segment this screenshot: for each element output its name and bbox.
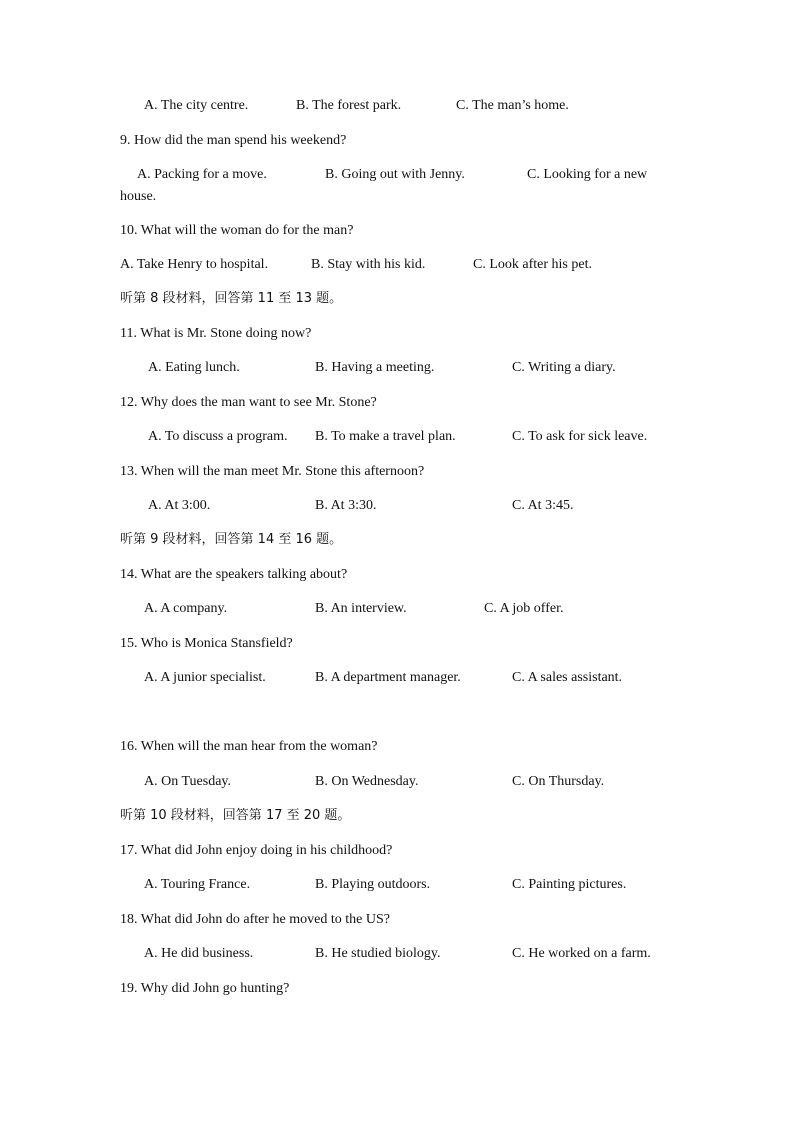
section-8-heading: 听第 8 段材料，回答第 11 至 13 题。	[120, 291, 343, 306]
q8-option-c: C. The man’s home.	[456, 98, 569, 113]
q11-question: 11. What is Mr. Stone doing now?	[120, 326, 312, 341]
q18-option-c: C. He worked on a farm.	[512, 946, 651, 961]
q9-option-b: B. Going out with Jenny.	[325, 167, 465, 182]
q16-question: 16. When will the man hear from the woman?	[120, 739, 378, 754]
q12-option-c: C. To ask for sick leave.	[512, 429, 648, 444]
q10-question: 10. What will the woman do for the man?	[120, 223, 354, 238]
q17-option-b: B. Playing outdoors.	[315, 877, 431, 892]
q8-option-b: B. The forest park.	[296, 98, 402, 113]
q12-option-a: A. To discuss a program.	[148, 429, 288, 444]
q17-option-a: A. Touring France.	[144, 877, 251, 892]
q10-option-b: B. Stay with his kid.	[311, 257, 426, 272]
q18-question: 18. What did John do after he moved to the US?	[120, 912, 390, 927]
q14-option-a: A. A company.	[144, 601, 228, 616]
q16-option-b: B. On Wednesday.	[315, 774, 419, 789]
q19-question: 19. Why did John go hunting?	[120, 981, 290, 996]
q9-question: 9. How did the man spend his weekend?	[120, 133, 347, 148]
q8-option-a: A. The city centre.	[144, 98, 249, 113]
section-9-heading: 听第 9 段材料，回答第 14 至 16 题。	[120, 532, 343, 547]
section-10-heading: 听第 10 段材料，回答第 17 至 20 题。	[120, 808, 351, 823]
q17-option-c: C. Painting pictures.	[512, 877, 627, 892]
q18-option-a: A. He did business.	[144, 946, 254, 961]
q10-option-a: A. Take Henry to hospital.	[120, 257, 269, 272]
q14-option-b: B. An interview.	[315, 601, 407, 616]
q9-option-c: C. Looking for a new	[527, 167, 648, 182]
q11-option-c: C. Writing a diary.	[512, 360, 616, 375]
q15-option-a: A. A junior specialist.	[144, 670, 266, 685]
q15-question: 15. Who is Monica Stansfield?	[120, 636, 293, 651]
q9-option-c-continued: house.	[120, 189, 157, 204]
q13-question: 13. When will the man meet Mr. Stone this afternoon?	[120, 464, 425, 479]
q11-option-a: A. Eating lunch.	[148, 360, 240, 375]
q16-option-c: C. On Thursday.	[512, 774, 605, 789]
q18-option-b: B. He studied biology.	[315, 946, 441, 961]
q13-option-b: B. At 3:30.	[315, 498, 377, 513]
q14-question: 14. What are the speakers talking about?	[120, 567, 348, 582]
q10-option-c: C. Look after his pet.	[473, 257, 592, 272]
q16-option-a: A. On Tuesday.	[144, 774, 231, 789]
q14-option-c: C. A job offer.	[484, 601, 564, 616]
q15-option-c: C. A sales assistant.	[512, 670, 623, 685]
q13-option-c: C. At 3:45.	[512, 498, 574, 513]
q11-option-b: B. Having a meeting.	[315, 360, 435, 375]
q12-option-b: B. To make a travel plan.	[315, 429, 456, 444]
q12-question: 12. Why does the man want to see Mr. Stone?	[120, 395, 377, 410]
q17-question: 17. What did John enjoy doing in his childhood?	[120, 843, 393, 858]
q15-option-b: B. A department manager.	[315, 670, 461, 685]
q9-option-a: A. Packing for a move.	[137, 167, 267, 182]
q13-option-a: A. At 3:00.	[148, 498, 211, 513]
